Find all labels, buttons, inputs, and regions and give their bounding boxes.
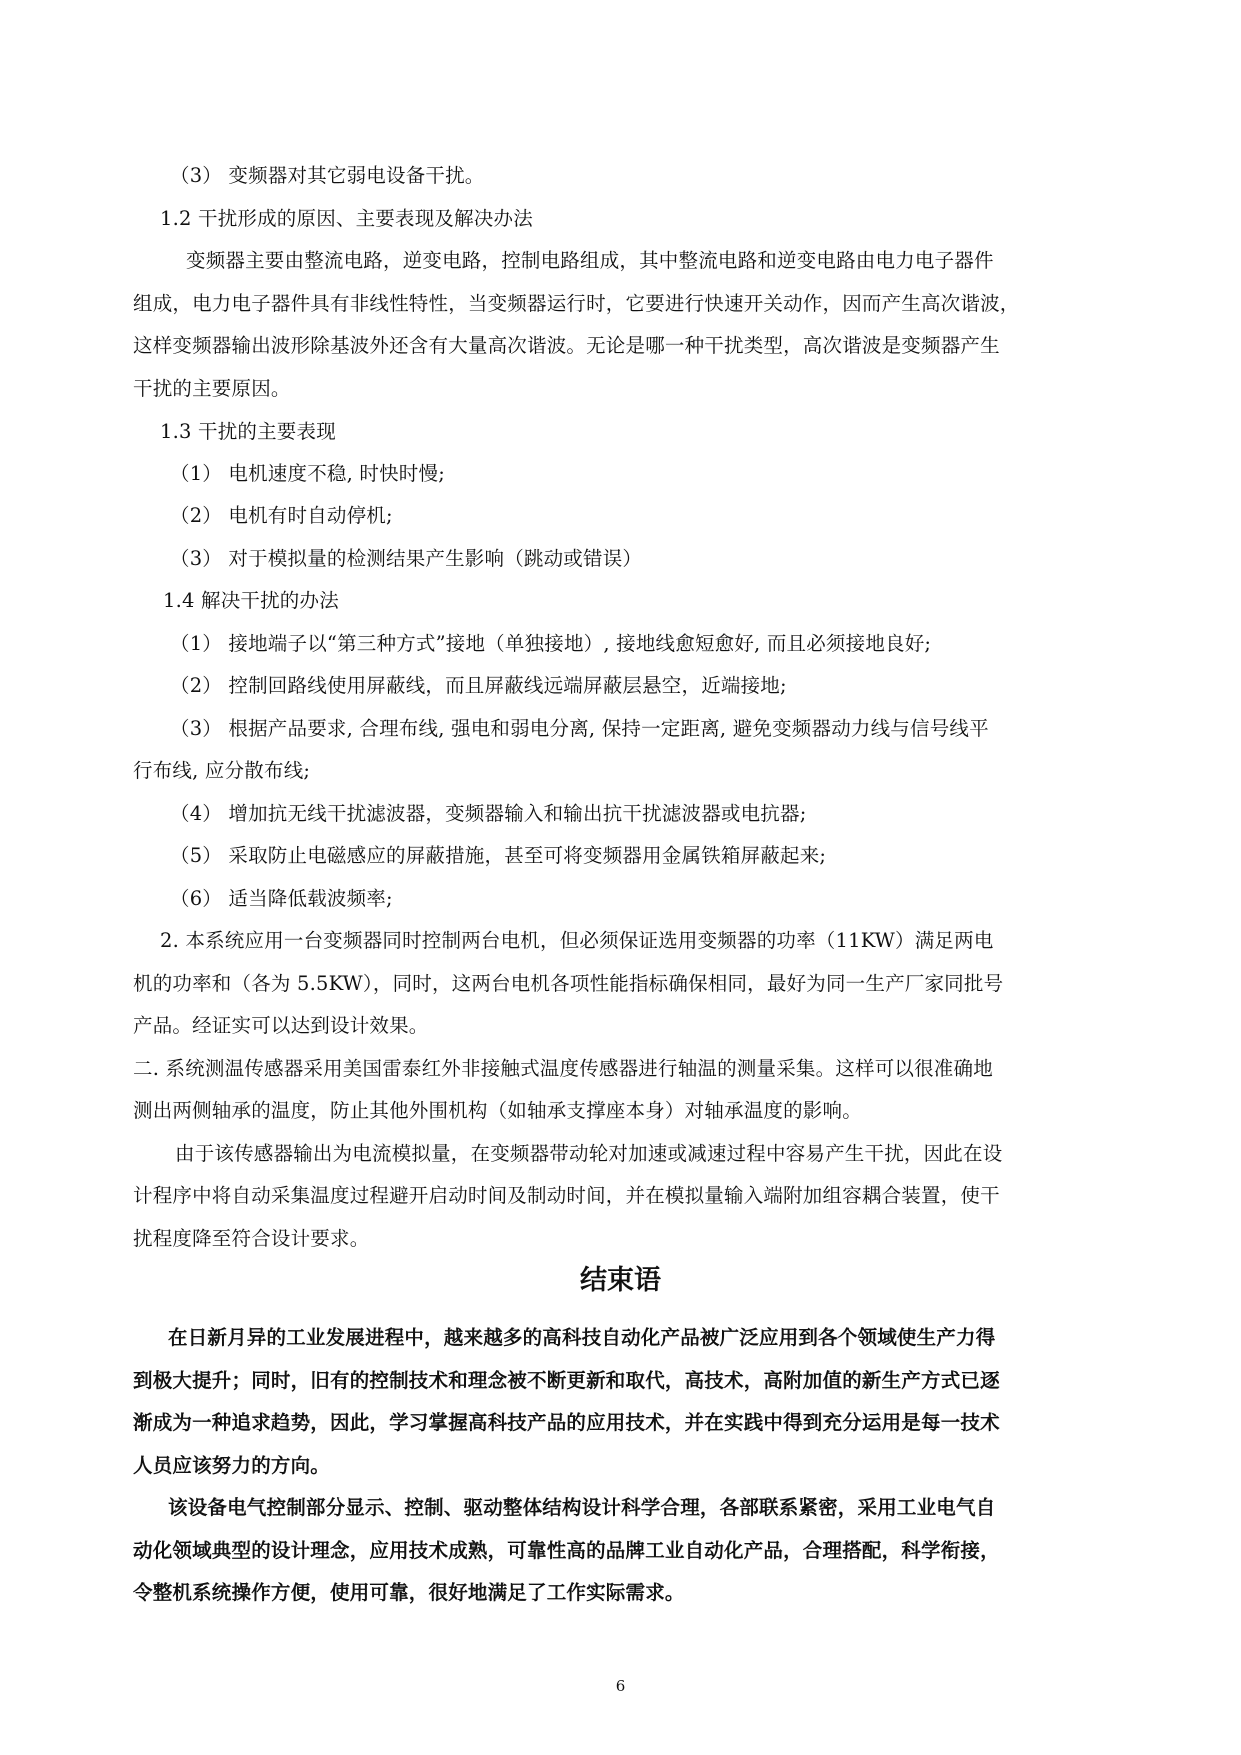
- paragraph-line: 这样变频器输出波形除基波外还含有大量高次谐波。无论是哪一种干扰类型，高次谐波是变频器产生: [133, 334, 1000, 357]
- conclusion-line: 到极大提升；同时，旧有的控制技术和理念被不断更新和取代，高技术，高附加值的新生产方式已逐: [133, 1369, 1000, 1392]
- paragraph-line: 变频器主要由整流电路，逆变电路，控制电路组成，其中整流电路和逆变电路由电力电子器件: [186, 249, 994, 272]
- heading-1-4: 1.4 解决干扰的办法: [163, 589, 339, 612]
- heading-1-3: 1.3 干扰的主要表现: [160, 420, 336, 443]
- conclusion-line: 令整机系统操作方便，使用可靠，很好地满足了工作实际需求。: [133, 1581, 685, 1604]
- paragraph-line: 测出两侧轴承的温度，防止其他外围机构（如轴承支撑座本身）对轴承温度的影响。: [133, 1099, 862, 1122]
- conclusion-line: 渐成为一种追求趋势，因此，学习掌握高科技产品的应用技术，并在实践中得到充分运用是每一技术: [133, 1411, 1000, 1434]
- interference-item-3: （3） 变频器对其它弱电设备干扰。: [170, 164, 485, 187]
- conclusion-title: 结束语: [580, 1265, 661, 1296]
- page-number: 6: [615, 1677, 626, 1695]
- paragraph-line: 干扰的主要原因。: [133, 377, 291, 400]
- conclusion-line: 人员应该努力的方向。: [133, 1454, 331, 1477]
- list-item: （1） 电机速度不稳, 时快时慢;: [170, 462, 445, 485]
- list-item: （2） 电机有时自动停机;: [170, 504, 393, 527]
- paragraph-line: 组成，电力电子器件具有非线性特性，当变频器运行时，它要进行快速开关动作，因而产生高次谐波，: [133, 292, 1020, 315]
- paragraph-line: 产品。经证实可以达到设计效果。: [133, 1014, 429, 1037]
- list-item: （2） 控制回路线使用屏蔽线，而且屏蔽线远端屏蔽层悬空，近端接地;: [170, 674, 787, 697]
- list-item: （4） 增加抗无线干扰滤波器，变频器输入和输出抗干扰滤波器或电抗器;: [170, 802, 807, 825]
- list-item: （5） 采取防止电磁感应的屏蔽措施，甚至可将变频器用金属铁箱屏蔽起来;: [170, 844, 827, 867]
- conclusion-line: 在日新月异的工业发展进程中，越来越多的高科技自动化产品被广泛应用到各个领域使生产力得: [168, 1326, 996, 1349]
- conclusion-line: 该设备电气控制部分显示、控制、驱动整体结构设计科学合理，各部联系紧密，采用工业电气自: [168, 1496, 996, 1519]
- heading-1-2: 1.2 干扰形成的原因、主要表现及解决办法: [160, 207, 533, 230]
- list-item: 行布线, 应分散布线;: [133, 759, 311, 782]
- list-item: （1） 接地端子以“第三种方式”接地（单独接地）, 接地线愈短愈好, 而且必须接地良好;: [170, 632, 932, 655]
- paragraph-line: 2. 本系统应用一台变频器同时控制两台电机，但必须保证选用变频器的功率（11KW）满足两电: [160, 929, 994, 952]
- paragraph-line: 扰程度降至符合设计要求。: [133, 1227, 370, 1250]
- conclusion-line: 动化领域典型的设计理念，应用技术成熟，可靠性高的品牌工业自动化产品，合理搭配，科学衔接，: [133, 1539, 1000, 1562]
- paragraph-line: 由于该传感器输出为电流模拟量，在变频器带动轮对加速或减速过程中容易产生干扰，因此在设: [175, 1142, 1003, 1165]
- list-item: （6） 适当降低载波频率;: [170, 887, 393, 910]
- paragraph-line: 二. 系统测温传感器采用美国雷泰红外非接触式温度传感器进行轴温的测量采集。这样可以很准确地: [133, 1057, 993, 1080]
- paragraph-line: 计程序中将自动采集温度过程避开启动时间及制动时间，并在模拟量输入端附加组容耦合装置，使干: [133, 1184, 1000, 1207]
- list-item: （3） 对于模拟量的检测结果产生影响（跳动或错误）: [170, 547, 643, 570]
- list-item: （3） 根据产品要求, 合理布线, 强电和弱电分离, 保持一定距离, 避免变频器动力线与信号线平: [170, 717, 989, 740]
- paragraph-line: 机的功率和（各为 5.5KW），同时，这两台电机各项性能指标确保相同，最好为同一生产厂家同批号: [133, 972, 1004, 995]
